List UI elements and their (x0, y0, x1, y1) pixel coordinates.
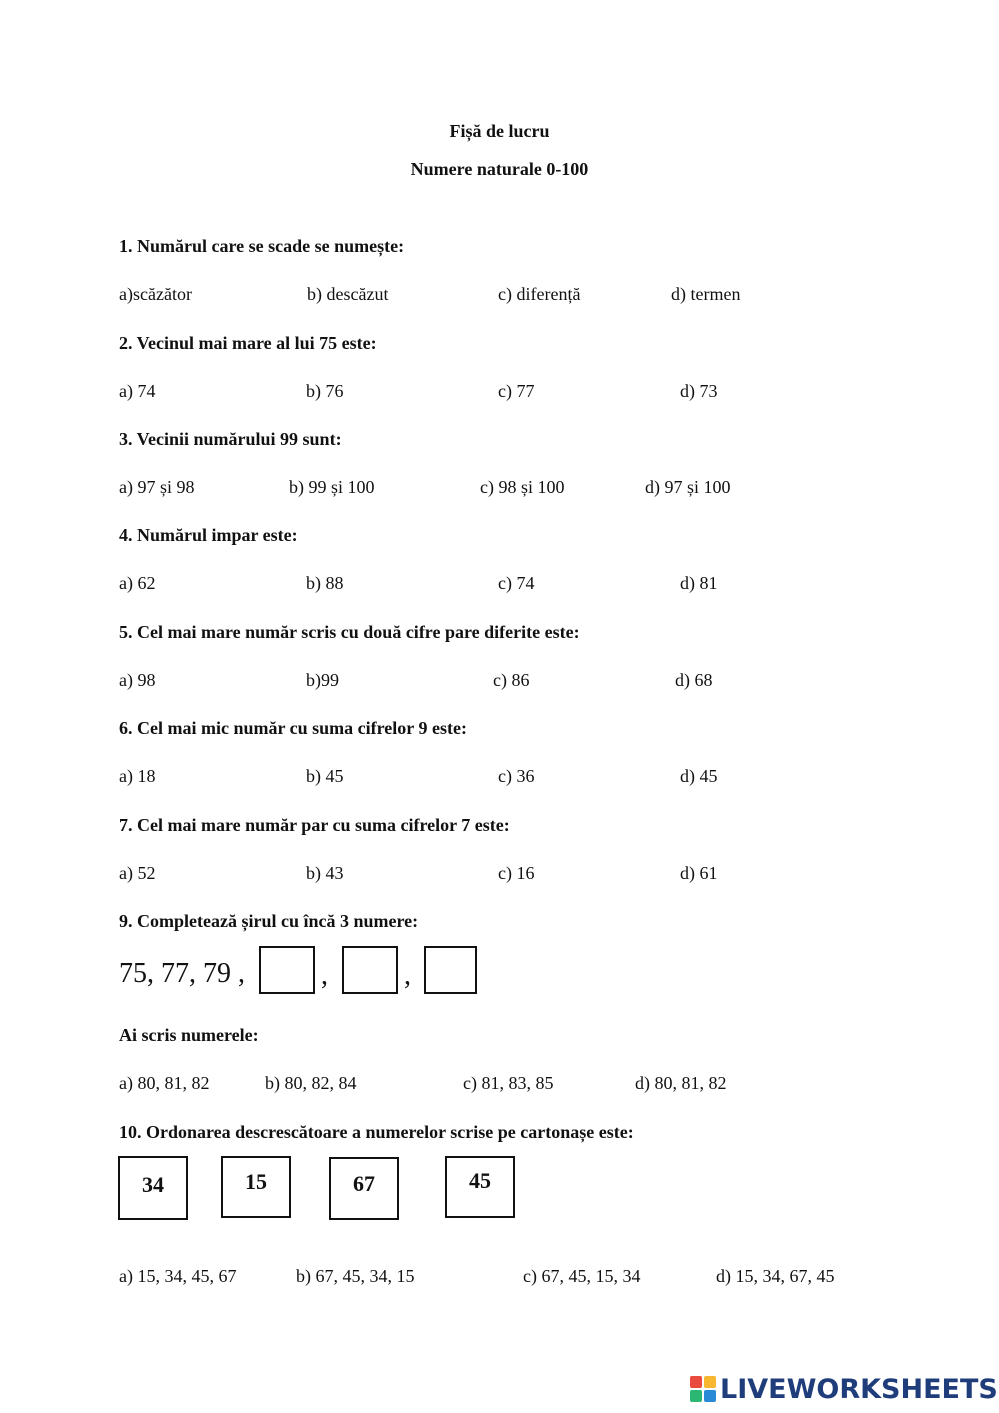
option-2a[interactable]: a) 74 (119, 381, 156, 401)
number-card-3: 67 (329, 1157, 399, 1220)
option-5d[interactable]: d) 68 (675, 670, 713, 690)
number-sequence: 75, 77, 79 , (119, 958, 245, 989)
question-3: 3. Vecinii numărului 99 sunt: (119, 429, 342, 449)
question-10: 10. Ordonarea descrescătoare a numerelor scrise pe cartonașe este: (119, 1122, 634, 1142)
option-1a[interactable]: a)scăzător (119, 284, 192, 304)
question-5: 5. Cel mai mare număr scris cu două cifre pare diferite este: (119, 622, 580, 642)
question-9: 9. Completează șirul cu încă 3 numere: (119, 911, 419, 931)
option-2d[interactable]: d) 73 (680, 381, 718, 401)
option-10a[interactable]: a) 15, 34, 45, 67 (119, 1266, 237, 1286)
option-3d[interactable]: d) 97 și 100 (645, 477, 731, 497)
option-2c[interactable]: c) 77 (498, 381, 535, 401)
question-1: 1. Numărul care se scade se numește: (119, 236, 405, 256)
option-10c[interactable]: c) 67, 45, 15, 34 (523, 1266, 641, 1286)
question-6: 6. Cel mai mic număr cu suma cifrelor 9 este: (119, 718, 467, 738)
option-5b[interactable]: b)99 (306, 670, 339, 690)
option-4a[interactable]: a) 62 (119, 573, 156, 593)
option-1b[interactable]: b) descăzut (307, 284, 389, 304)
page-subtitle: Numere naturale 0-100 (410, 159, 589, 179)
option-5c[interactable]: c) 86 (493, 670, 530, 690)
option-7b[interactable]: b) 43 (306, 863, 344, 883)
option-6b[interactable]: b) 45 (306, 766, 344, 786)
question-2: 2. Vecinul mai mare al lui 75 este: (119, 333, 377, 353)
option-6d[interactable]: d) 45 (680, 766, 718, 786)
number-card-1: 34 (118, 1156, 188, 1220)
option-3b[interactable]: b) 99 și 100 (289, 477, 375, 497)
option-9d[interactable]: d) 80, 81, 82 (635, 1073, 727, 1093)
option-3a[interactable]: a) 97 și 98 (119, 477, 195, 497)
option-6c[interactable]: c) 36 (498, 766, 535, 786)
option-7c[interactable]: c) 16 (498, 863, 535, 883)
option-1d[interactable]: d) termen (671, 284, 741, 304)
option-1c[interactable]: c) diferență (498, 284, 581, 304)
option-4d[interactable]: d) 81 (680, 573, 718, 593)
option-10b[interactable]: b) 67, 45, 34, 15 (296, 1266, 415, 1286)
page-title: Fișă de lucru (449, 121, 550, 141)
number-card-4: 45 (445, 1156, 515, 1218)
option-6a[interactable]: a) 18 (119, 766, 156, 786)
answer-box-2[interactable] (342, 946, 398, 994)
option-2b[interactable]: b) 76 (306, 381, 344, 401)
option-7d[interactable]: d) 61 (680, 863, 718, 883)
option-7a[interactable]: a) 52 (119, 863, 156, 883)
option-9b[interactable]: b) 80, 82, 84 (265, 1073, 357, 1093)
logo-mark-icon (690, 1376, 716, 1402)
option-3c[interactable]: c) 98 și 100 (480, 477, 565, 497)
sequence-separator-1: , (321, 960, 328, 991)
option-5a[interactable]: a) 98 (119, 670, 156, 690)
option-10d[interactable]: d) 15, 34, 67, 45 (716, 1266, 835, 1286)
sequence-separator-2: , (404, 960, 411, 991)
option-9a[interactable]: a) 80, 81, 82 (119, 1073, 210, 1093)
question-4: 4. Numărul impar este: (119, 525, 298, 545)
option-4c[interactable]: c) 74 (498, 573, 535, 593)
option-9c[interactable]: c) 81, 83, 85 (463, 1073, 554, 1093)
question-7: 7. Cel mai mare număr par cu suma cifrelor 7 este: (119, 815, 510, 835)
answer-box-1[interactable] (259, 946, 315, 994)
answer-prompt: Ai scris numerele: (119, 1025, 259, 1045)
number-card-2: 15 (221, 1156, 291, 1218)
answer-box-3[interactable] (424, 946, 477, 994)
liveworksheets-logo (690, 1374, 998, 1404)
logo-text: LIVEWORKSHEETS (720, 1373, 998, 1405)
option-4b[interactable]: b) 88 (306, 573, 344, 593)
